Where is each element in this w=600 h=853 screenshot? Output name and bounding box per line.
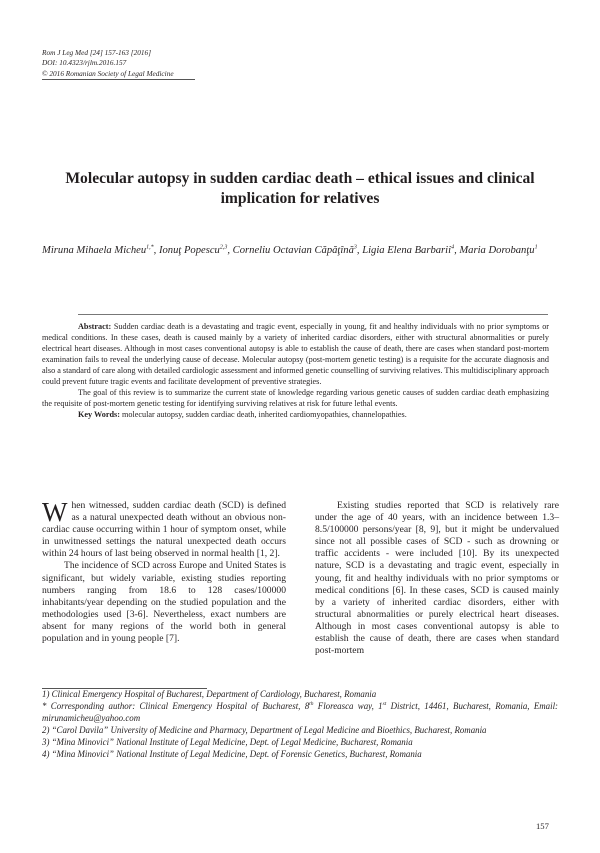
footnote: 4) “Mina Minovici” National Institute of Legal Medicine, Dept. of Forensic Genetics, Bucharest, Romania	[42, 749, 422, 760]
copyright: © 2016 Romanian Society of Legal Medicine	[42, 68, 174, 78]
keywords-label: Key Words:	[78, 410, 120, 419]
paper-title: Molecular autopsy in sudden cardiac death – ethical issues and clinical implication for relatives	[65, 170, 535, 207]
author-separator: ,	[227, 245, 233, 256]
keywords-text: molecular autopsy, sudden cardiac death, inherited cardiomyopathies, channelopathies.	[121, 410, 407, 419]
author-name: Corneliu Octavian Căpăţînă	[232, 245, 354, 256]
author-name: Ionuţ Popescu	[158, 245, 220, 256]
abstract-divider	[78, 314, 548, 315]
ordinal-suffix: th	[309, 701, 314, 708]
footnote-text: Floreasca way, 1	[313, 701, 383, 712]
page-number: 157	[536, 821, 549, 831]
author-affiliation-mark: 3	[353, 244, 357, 251]
footnote-corresponding-author	[42, 700, 558, 724]
body-paragraph: The incidence of SCD across Europe and United States is significant, but widely variable, existing studies reporting numbers ranging from 18.6 to 128 cases/100000 inhabitants/year depending on the studied population and the methodologies used [3-6]. Nevertheless, exact numbers are absent for many regions of the world both in general population and in young people [7].	[42, 560, 286, 645]
author-name: Ligia Elena Barbarii	[362, 245, 452, 256]
author-name: Miruna Mihaela Micheu	[42, 245, 147, 256]
header-divider	[42, 79, 195, 80]
abstract	[42, 321, 549, 420]
journal-citation: Rom J Leg Med [24] 157-163 [2016]	[42, 48, 152, 57]
footnote: 1) Clinical Emergency Hospital of Bucharest, Department of Cardiology, Bucharest, Romania	[42, 689, 377, 699]
author-affiliation-mark: 1,*	[146, 244, 154, 251]
doi: DOI: 10.4323/rjlm.2016.157	[42, 58, 127, 68]
body-column-left	[42, 497, 286, 645]
drop-cap: W	[42, 497, 68, 527]
ordinal-suffix: st	[382, 701, 387, 708]
body-column-right	[315, 500, 559, 657]
author-name: Maria Dorobanţu	[459, 245, 535, 256]
footnotes	[42, 688, 558, 761]
footnote-text: * Corresponding author: Clinical Emergency Hospital of Bucharest, 8	[42, 701, 310, 712]
author-separator: ,	[153, 245, 159, 256]
footnote: 2) “Carol Davila” University of Medicine and Pharmacy, Department of Legal Medicine and Bioethics, Bucharest, Romania	[42, 725, 487, 736]
keywords	[42, 409, 549, 420]
body-paragraph	[42, 497, 286, 560]
author-list	[42, 242, 559, 259]
abstract-paragraph: The goal of this review is to summarize the current state of knowledge regarding various genetic causes of sudden cardiac death emphasizing the requisite of post-mortem genetic testing for identifying surviving relatives at risk for future lethal events.	[42, 388, 549, 408]
journal-header	[42, 48, 202, 79]
author-separator: ,	[454, 245, 460, 256]
abstract-paragraph	[42, 321, 549, 387]
footnote: 3) “Mina Minovici” National Institute of Legal Medicine, Dept. of Legal Medicine, Bucharest, Romania	[42, 737, 413, 748]
abstract-text: Sudden cardiac death is a devastating and tragic event, especially in young, fit and healthy individuals with no prior symptoms or medical conditions. In these cases, death is caused mainly by a variety of inherited cardiac disorders, either with structural abnormalities or purely electrical heart diseases. Although in most cases conventional autopsy is able to establish the cause of death, there are cases when standard post-mortem examination fails to reveal the underlying cause of decease. Molecular autopsy (post-mortem genetic testing) is a requisite for the accurate diagnosis and also a standard of care along with detailed cardiologic assessment and informed genetic counselling of surviving relatives. This multidisciplinary approach could prevent future tragic events and facilitate development of preventive strategies.	[42, 322, 550, 386]
body-text: hen witnessed, sudden cardiac death (SCD) is defined as a natural unexpected death without an obvious non-cardiac cause occurring within 1 hour of symptom onset, while in unwitnessed settings the natural unexpected death occurs within 24 hours of last being observed in normal health [1, 2].	[42, 500, 286, 560]
author-separator: ,	[356, 245, 363, 256]
abstract-label: Abstract:	[78, 322, 112, 331]
body-paragraph: Existing studies reported that SCD is relatively rare under the age of 40 years, with an incidence between 1.3–8.5/100000 persons/year [8, 9], but it might be undervalued since not all possible cases of SCD - such as drowning or traffic accidents - were included [10]. By its unexpected nature, SCD is a devastating and tragic event, especially in young, fit and healthy individuals with no prior symptoms or medical conditions [6]. In these cases, SCD is caused mainly by a variety of inherited cardiac disorders, either with structural abnormalities or purely electrical heart diseases. Although in most cases conventional autopsy is able to establish the cause of death, there are cases when standard post-mortem	[315, 500, 559, 657]
author-affiliation-mark: 4	[451, 244, 455, 251]
footnote-text: District, 14461, Bucharest, Romania, Email: mirunamicheu@yahoo.com	[42, 701, 558, 724]
author-affiliation-mark: 1	[534, 244, 538, 251]
author-affiliation-mark: 2,3	[219, 244, 228, 251]
